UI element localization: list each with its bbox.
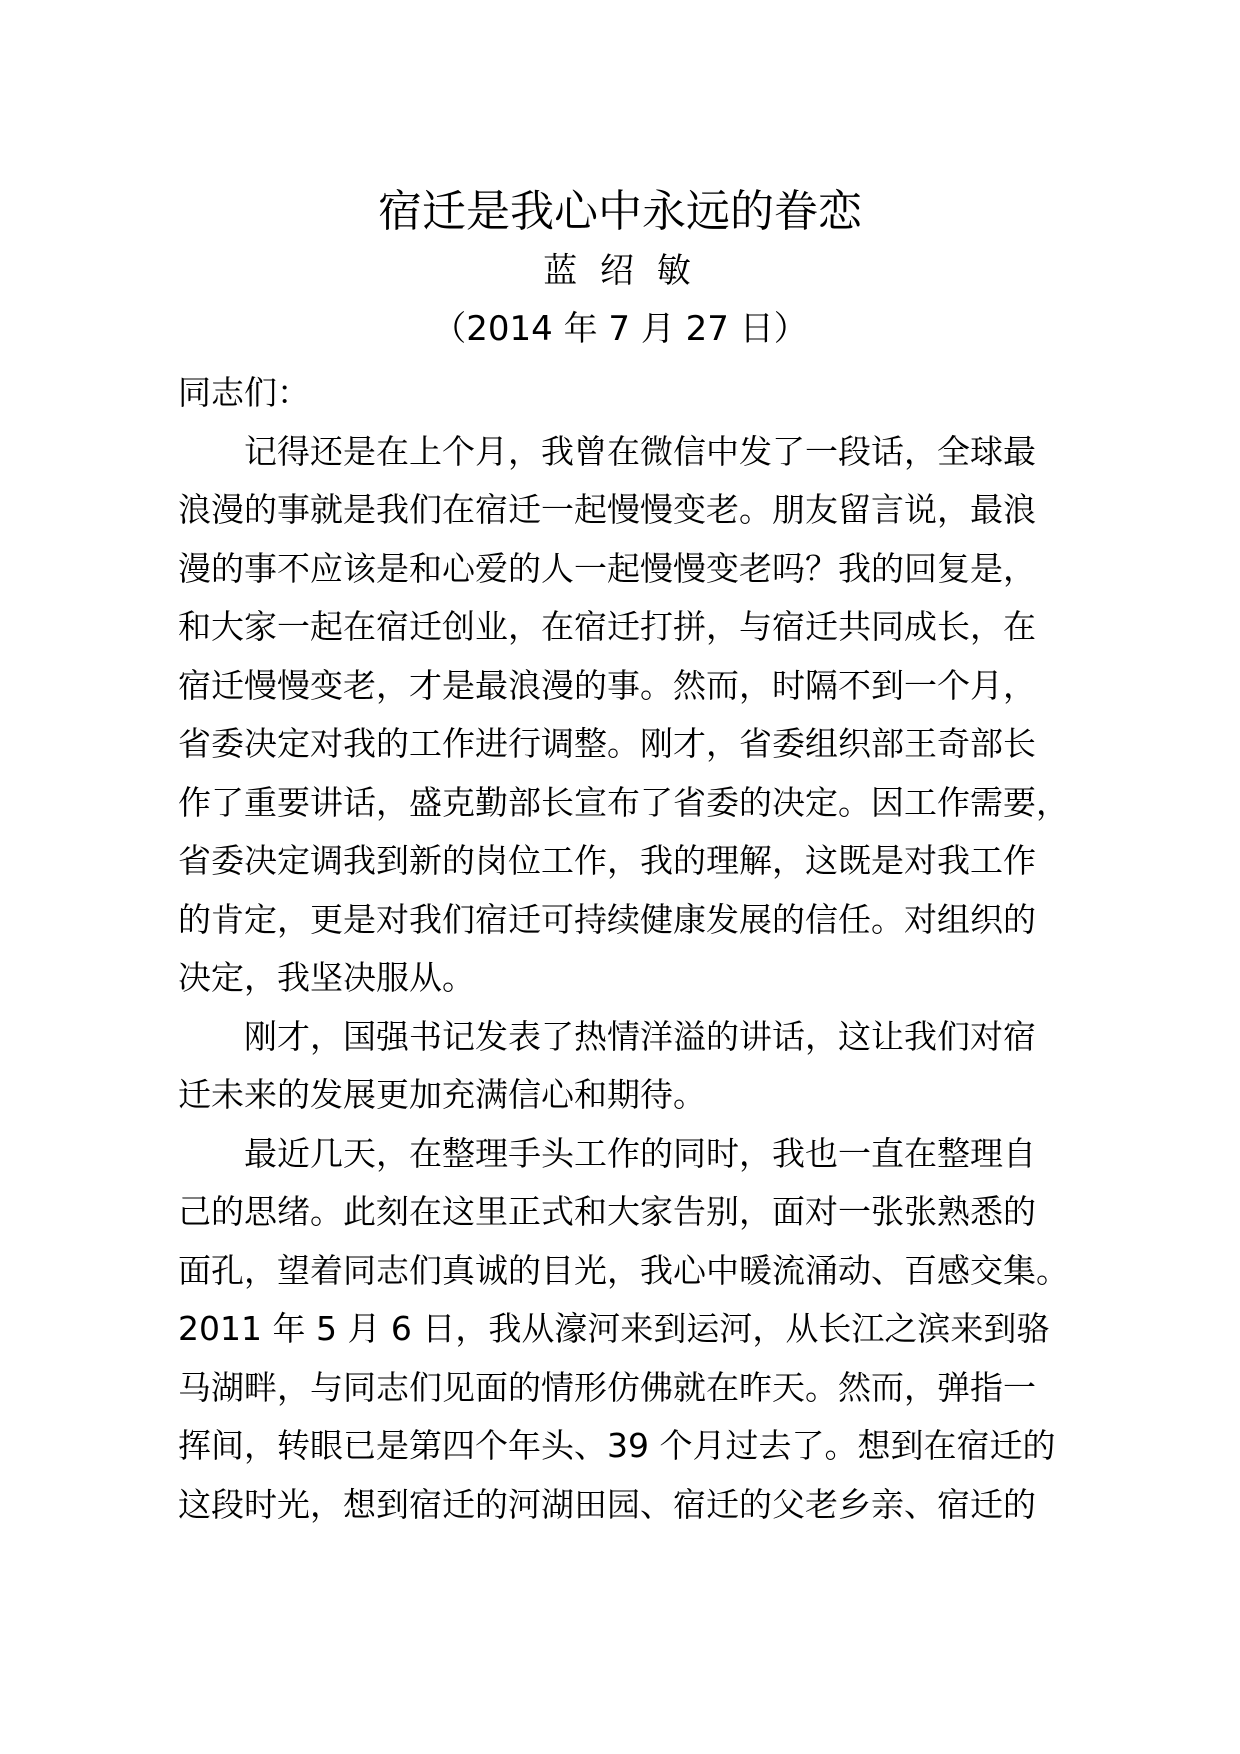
document-title: 宿迁是我心中永远的眷恋 (378, 186, 862, 237)
body-line: 这段时光，想到宿迁的河湖田园、宿迁的父老乡亲、宿迁的 (178, 1484, 1036, 1524)
body-line: 的肯定，更是对我们宿迁可持续健康发展的信任。对组织的 (178, 899, 1036, 939)
document-date: （2014 年 7 月 27 日） (432, 309, 808, 349)
body-line: 挥间，转眼已是第四个年头、39 个月过去了。想到在宿迁的 (178, 1426, 1056, 1465)
body-line: 宿迁慢慢变老，才是最浪漫的事。然而，时隔不到一个月， (178, 665, 1036, 705)
body-line: 2011 年 5 月 6 日，我从濠河来到运河，从长江之滨来到骆 (178, 1309, 1050, 1348)
body-line: 己的思绪。此刻在这里正式和大家告别，面对一张张熟悉的 (178, 1192, 1036, 1231)
body-line: 最近几天，在整理手头工作的同时，我也一直在整理自 (244, 1133, 1036, 1173)
body-line: 作了重要讲话，盛克勤部长宣布了省委的决定。因工作需要， (178, 782, 1069, 822)
body-line: 省委决定对我的工作进行调整。刚才，省委组织部王奇部长 (178, 724, 1036, 763)
body-line: 浪漫的事就是我们在宿迁一起慢慢变老。朋友留言说，最浪 (178, 490, 1036, 529)
body-line: 马湖畔，与同志们见面的情形仿佛就在昨天。然而，弹指一 (178, 1367, 1036, 1407)
body-line: 迁未来的发展更加充满信心和期待。 (178, 1075, 706, 1114)
body-line: 面孔，望着同志们真诚的目光，我心中暖流涌动、百感交集。 (178, 1250, 1069, 1290)
body-line: 同志们： (178, 373, 310, 412)
body-line: 漫的事不应该是和心爱的人一起慢慢变老吗？我的回复是， (178, 548, 1036, 588)
document-author: 蓝 绍 敏 (543, 251, 697, 291)
body-line: 和大家一起在宿迁创业，在宿迁打拼，与宿迁共同成长，在 (178, 607, 1036, 646)
body-line: 决定，我坚决服从。 (178, 958, 475, 997)
document-body (178, 364, 1078, 1534)
body-line: 刚才，国强书记发表了热情洋溢的讲话，这让我们对宿 (244, 1016, 1036, 1056)
body-line: 省委决定调我到新的岗位工作，我的理解，这既是对我工作 (178, 841, 1036, 880)
body-line: 记得还是在上个月，我曾在微信中发了一段话，全球最 (244, 431, 1036, 471)
